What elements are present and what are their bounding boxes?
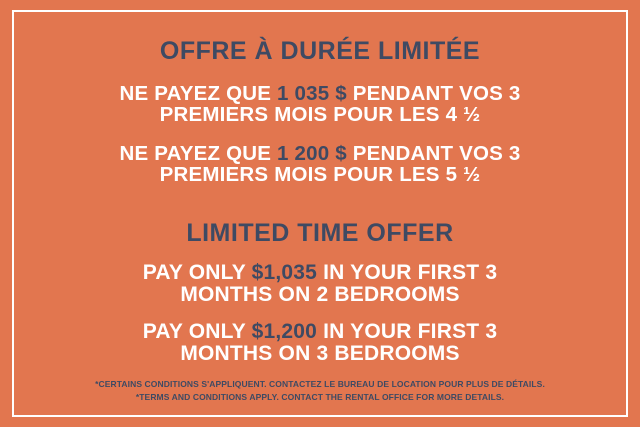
english-offer-2 [105,321,535,365]
english-offer-1-prefix: PAY ONLY [142,261,246,285]
english-offer-2-prefix: PAY ONLY [142,320,246,344]
english-headline: LIMITED TIME OFFER [186,218,454,247]
french-offer-1 [85,83,555,126]
french-offer-1-price: 1 035 $ [277,81,347,105]
disclaimer-block [40,378,600,405]
english-offer-2-suffix: IN YOUR FIRST 3 MONTHS ON 3 BEDROOMS [180,320,498,366]
english-disclaimer: *TERMS AND CONDITIONS APPLY. CONTACT THE RENTAL OFFICE FOR MORE DETAILS. [135,392,505,403]
english-offer-2-price: $1,200 [251,320,318,344]
english-offer-1-suffix: IN YOUR FIRST 3 MONTHS ON 2 BEDROOMS [180,261,498,307]
english-offer-1-price: $1,035 [251,261,318,285]
french-offer-1-suffix: PENDANT VOS 3 PREMIERS MOIS POUR LES 4 ½ [159,81,521,127]
french-offer-1-prefix: NE PAYEZ QUE [119,81,272,105]
french-offer-2-suffix: PENDANT VOS 3 PREMIERS MOIS POUR LES 5 ½ [159,141,521,187]
english-offer-1 [105,262,535,306]
french-offer-2 [85,143,555,186]
french-disclaimer: *CERTAINS CONDITIONS S'APPLIQUENT. CONTACTEZ LE BUREAU DE LOCATION POUR PLUS DE DÉTAILS. [95,378,545,389]
french-offer-2-prefix: NE PAYEZ QUE [119,141,272,165]
french-headline: OFFRE À DURÉE LIMITÉE [159,37,481,65]
french-offer-2-price: 1 200 $ [277,141,347,165]
